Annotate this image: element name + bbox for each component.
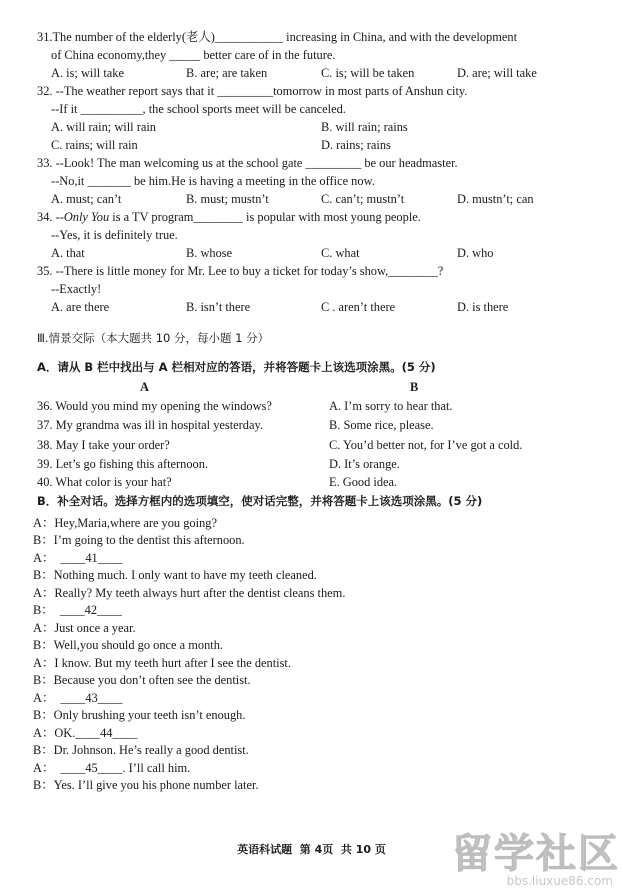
q32-stem-line2: --If it __________, the school sports meet will be canceled. — [51, 102, 346, 116]
q32-option-d: D. rains; rains — [321, 138, 391, 152]
dialogue-line: A：Just once a year. — [33, 621, 136, 635]
q34-option-d: D. who — [457, 246, 494, 260]
q34-stem-line1 — [37, 210, 421, 225]
column-b-header: B — [410, 380, 419, 394]
match-answer-d: D. It’s orange. — [329, 457, 400, 471]
match-item-40: 40. What color is your hat? — [37, 475, 172, 489]
q34-program-title: Only You — [63, 210, 110, 224]
q33-stem-line2: --No,it _______ be him.He is having a meeting in the office now. — [51, 174, 375, 188]
partB-instructions: B．补全对话。选择方框内的选项填空，使对话完整，并将答题卡上该选项涂黑。(5 分) — [37, 494, 483, 508]
match-item-38: 38. May I take your order? — [37, 438, 170, 452]
q34-option-c: C. what — [321, 246, 360, 260]
q33-option-a: A. must; can’t — [51, 192, 122, 206]
q35-option-a: A. are there — [51, 300, 110, 314]
match-answer-a: A. I’m sorry to hear that. — [329, 399, 453, 413]
q31-option-a: A. is; will take — [51, 66, 124, 80]
section3-heading: Ⅲ.情景交际（本大题共 10 分，每小题 1 分） — [37, 331, 270, 345]
q31-stem-line2: of China economy,they _____ better care of in the future. — [51, 48, 336, 62]
match-item-37: 37. My grandma was ill in hospital yesterday. — [37, 418, 263, 432]
watermark-url: bbs.liuxue86.com — [506, 874, 613, 888]
q32-stem-line1: 32. --The weather report says that it _________tomorrow in most parts of Anshun city. — [37, 84, 468, 98]
dialogue-line-blank-43: A： ____43____ — [33, 691, 123, 705]
match-item-36: 36. Would you mind my opening the windows? — [37, 399, 272, 413]
dialogue-line: B：I’m going to the dentist this afternoon. — [33, 533, 245, 547]
q35-option-b: B. isn’t there — [186, 300, 251, 314]
q34-prefix: 34. -- — [37, 210, 64, 224]
q31-option-d: D. are; will take — [457, 66, 537, 80]
q31-stem-line1: 31.The number of the elderly(老人)___________ increasing in China, and with the development — [37, 30, 518, 44]
q35-stem-line1: 35. --There is little money for Mr. Lee to buy a ticket for today’s show,________? — [37, 264, 444, 278]
q33-option-c: C. can’t; mustn’t — [321, 192, 405, 206]
dialogue-line-blank-42: B： ____42____ — [33, 603, 122, 617]
partA-instructions: A．请从 B 栏中找出与 A 栏相对应的答语，并将答题卡上该选项涂黑。(5 分) — [37, 360, 436, 374]
q35-option-c: C . aren’t there — [321, 300, 396, 314]
dialogue-line: B：Only brushing your teeth isn’t enough. — [33, 708, 246, 722]
column-a-header: A — [140, 380, 149, 394]
q34-option-b: B. whose — [186, 246, 233, 260]
q31-option-b: B. are; are taken — [186, 66, 268, 80]
watermark — [452, 822, 620, 888]
q32-option-b: B. will rain; rains — [321, 120, 408, 134]
dialogue-line-blank-45: A： ____45____. I’ll call him. — [33, 761, 191, 775]
dialogue-line: B：Well,you should go once a month. — [33, 638, 224, 652]
q32-option-a: A. will rain; will rain — [51, 120, 156, 134]
watermark-logo: 留学社区 — [452, 831, 620, 877]
q35-option-d: D. is there — [457, 300, 509, 314]
dialogue-line: B：Dr. Johnson. He’s really a good dentist. — [33, 743, 249, 757]
dialogue-line-blank-41: A： ____41____ — [33, 551, 123, 565]
dialogue-line: B：Because you don’t often see the dentist. — [33, 673, 251, 687]
q33-option-d: D. mustn’t; can — [457, 192, 534, 206]
q31-option-c: C. is; will be taken — [321, 66, 415, 80]
q35-stem-line2: --Exactly! — [51, 282, 102, 296]
match-answer-b: B. Some rice, please. — [329, 418, 434, 432]
dialogue-line: B：Yes. I’ll give you his phone number later. — [33, 778, 259, 792]
q33-option-b: B. must; mustn’t — [186, 192, 269, 206]
dialogue-line: A：Hey,Maria,where are you going? — [33, 516, 217, 530]
match-answer-c: C. You’d better not, for I’ve got a cold. — [329, 438, 523, 452]
dialogue-line: A：I know. But my teeth hurt after I see the dentist. — [33, 656, 291, 670]
match-answer-e: E. Good idea. — [329, 475, 398, 489]
page-footer: 英语科试题 第 4页 共 10 页 — [237, 843, 386, 856]
match-item-39: 39. Let’s go fishing this afternoon. — [37, 457, 209, 471]
q34-option-a: A. that — [51, 246, 85, 260]
q32-option-c: C. rains; will rain — [51, 138, 138, 152]
dialogue-line: A：Really? My teeth always hurt after the dentist cleans them. — [33, 586, 346, 600]
dialogue-line: B：Nothing much. I only want to have my teeth cleaned. — [33, 568, 317, 582]
q34-suffix: is a TV program________ is popular with most young people. — [109, 210, 421, 224]
q34-stem-line2: --Yes, it is definitely true. — [51, 228, 178, 242]
dialogue-line-blank-44: A：OK.____44____ — [33, 726, 138, 740]
q33-stem-line1: 33. --Look! The man welcoming us at the school gate _________ be our headmaster. — [37, 156, 458, 170]
